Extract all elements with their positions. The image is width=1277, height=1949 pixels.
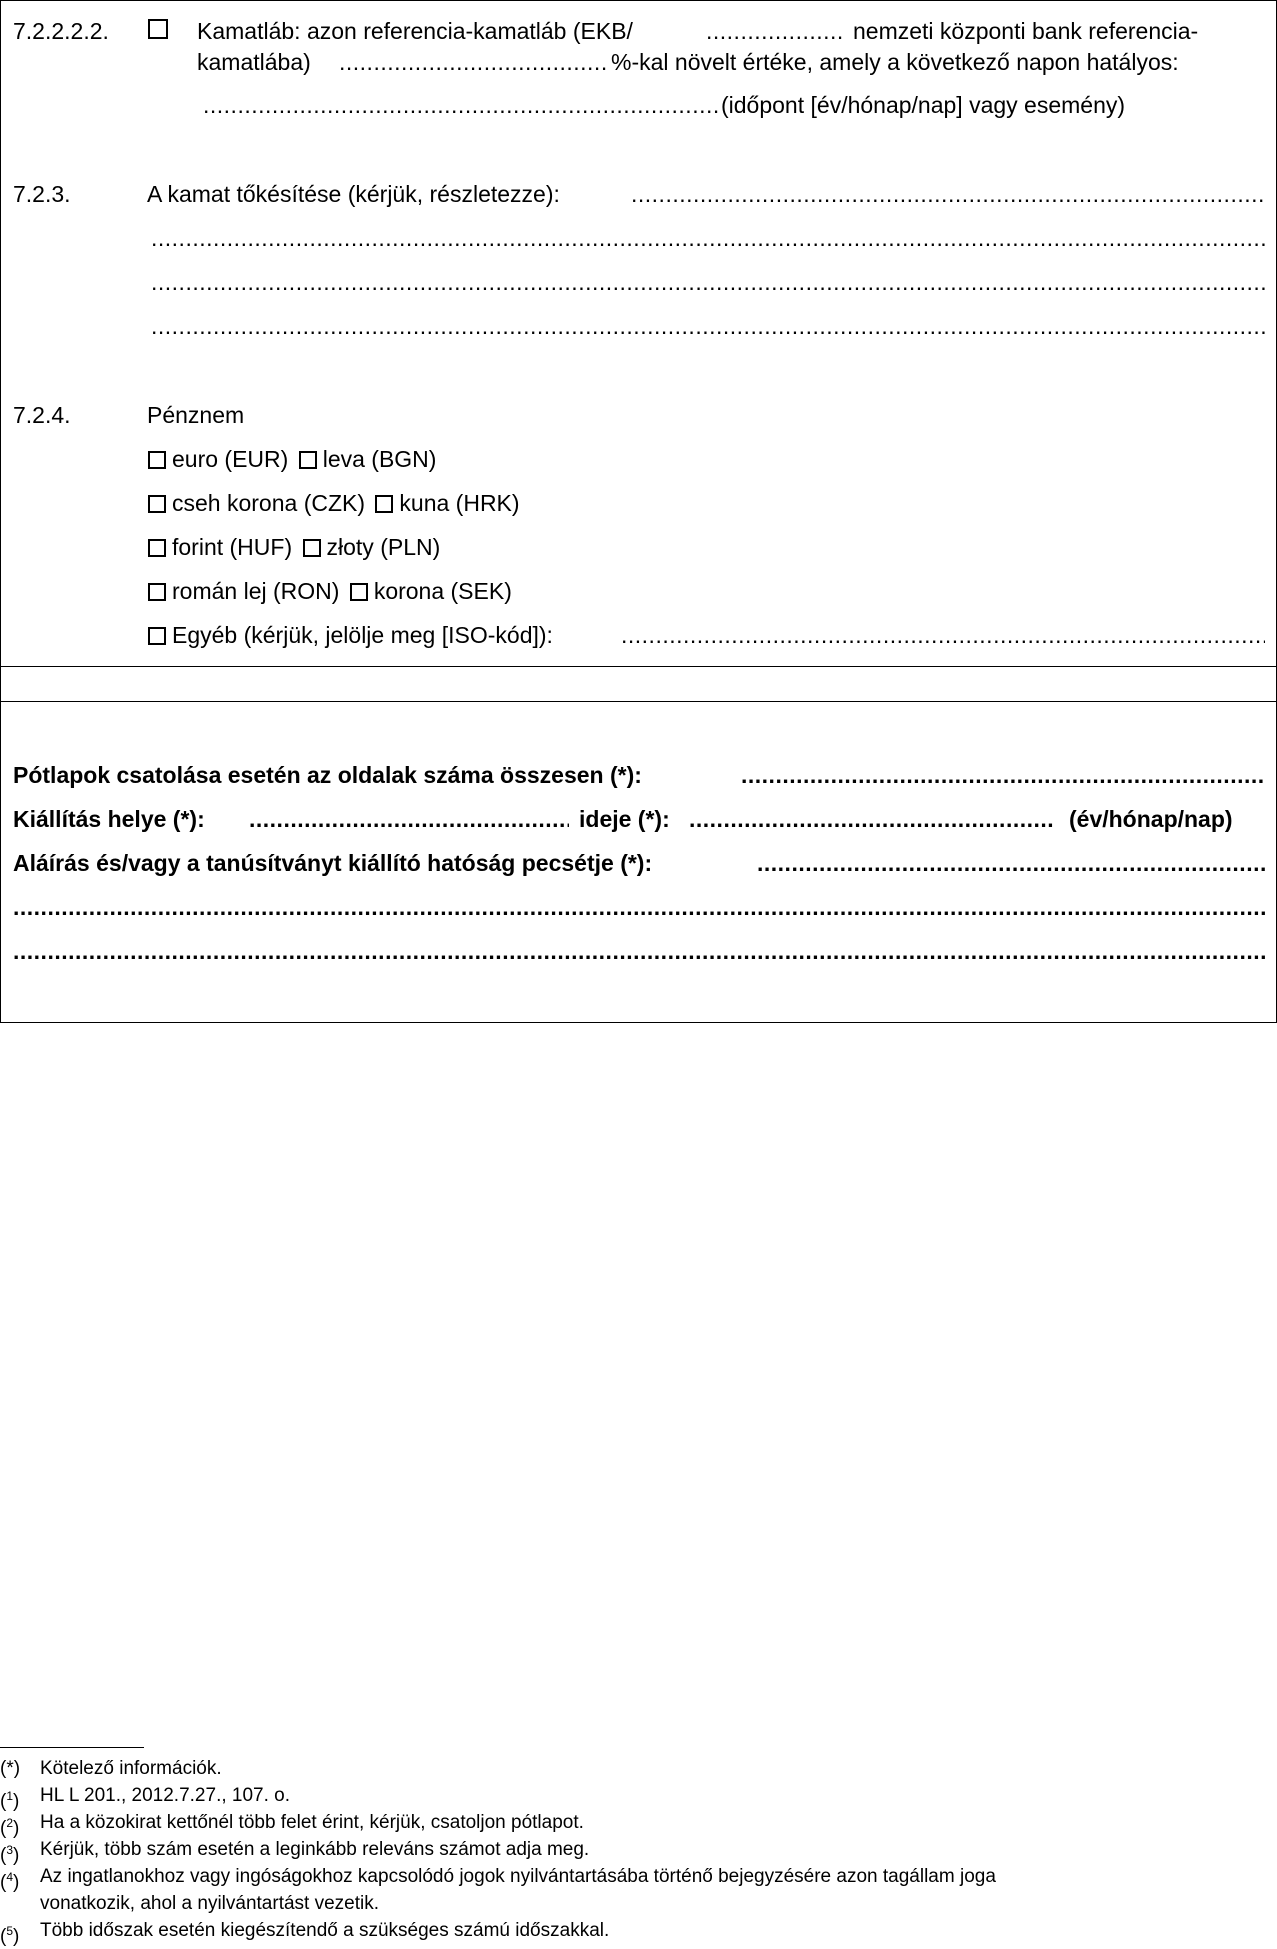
footnote-marker: (*) (0, 1758, 21, 1779)
czk-checkbox[interactable] (148, 495, 166, 513)
footnote-marker: ($^2$) (0, 1816, 20, 1839)
bgn-checkbox[interactable] (299, 451, 317, 469)
footnote-text: Az ingatlanokhoz vagy ingóságokhoz kapcsolódó jogok nyilvántartásába történő bejegyzésére azon tagállam joga (40, 1866, 996, 1887)
footnote-paren: ( (0, 1791, 7, 1812)
date-format-label: (év/hónap/nap) (1069, 806, 1233, 832)
footnote-paren: ( (0, 1845, 7, 1866)
other-currency-checkbox[interactable] (148, 627, 166, 645)
currency-row-3 (148, 533, 440, 561)
footnote-text: Több időszak esetén kiegészítendő a szükséges számú időszakkal. (40, 1920, 610, 1941)
capitalisation-field-1[interactable] (631, 180, 1265, 208)
place-field[interactable] (249, 805, 569, 833)
footnote-marker: ($^1$) (0, 1789, 20, 1812)
capitalisation-field-2[interactable] (151, 224, 1265, 252)
signature-field-1[interactable] (757, 849, 1265, 877)
bgn-label: leva (BGN) (322, 446, 437, 472)
signature-field-2[interactable] (13, 893, 1265, 921)
reference-rate-text-3: kamatlába) (197, 49, 311, 75)
footnote-paren: ( (0, 1872, 7, 1893)
section-number-7-2-2-2-2: 7.2.2.2.2. (13, 18, 109, 44)
footnote-number: 2 (6, 1816, 14, 1830)
eur-checkbox[interactable] (148, 451, 166, 469)
currency-row-4 (148, 577, 512, 605)
currency-row-1 (148, 445, 436, 473)
footnote-text: Kérjük, több szám esetén a leginkább releváns számot adja meg. (40, 1839, 590, 1860)
signature-section (1, 702, 1276, 1022)
signature-label: Aláírás és/vagy a tanúsítványt kiállító hatóság pecsétje (*): (13, 850, 653, 876)
footnote-number: 1 (6, 1789, 14, 1803)
footnote-number: 4 (6, 1870, 14, 1884)
capitalisation-field-3[interactable] (151, 268, 1265, 296)
capitalisation-field-4[interactable] (151, 312, 1265, 340)
sek-checkbox[interactable] (350, 583, 368, 601)
signature-field-3[interactable] (13, 937, 1265, 965)
huf-checkbox[interactable] (148, 539, 166, 557)
interest-section (1, 1, 1276, 666)
central-bank-field[interactable] (706, 17, 842, 45)
section-divider (1, 666, 1276, 702)
place-label: Kiállítás helye (*): (13, 806, 205, 832)
hrk-checkbox[interactable] (375, 495, 393, 513)
capitalisation-label: A kamat tőkésítése (kérjük, részletezze): (147, 181, 560, 207)
reference-rate-text: Kamatláb: azon referencia-kamatláb (EKB/ (197, 18, 633, 44)
date-field[interactable] (689, 805, 1055, 833)
eur-label: euro (EUR) (172, 446, 289, 472)
footnote-text: HL L 201., 2012.7.27., 107. o. (40, 1785, 291, 1806)
footnote-text: vonatkozik, ahol a nyilvántartást vezetik. (40, 1893, 380, 1914)
footnote-number: 5 (6, 1924, 14, 1938)
iso-code-field[interactable] (621, 621, 1265, 649)
footnote-paren: ( (0, 1926, 7, 1947)
reference-rate-text-2: nemzeti központi bank referencia- (853, 18, 1199, 44)
footnote-marker: ($^3$) (0, 1843, 20, 1866)
hrk-label: kuna (HRK) (399, 490, 520, 516)
footnote-text: Ha a közokirat kettőnél több felet érint, kérjük, csatoljon pótlapot. (40, 1812, 584, 1833)
section-number-7-2-3: 7.2.3. (13, 181, 71, 207)
other-currency-label: Egyéb (kérjük, jelölje meg [ISO-kód]): (172, 622, 553, 648)
czk-label: cseh korona (CZK) (172, 490, 366, 516)
date-label: ideje (*): (579, 806, 670, 832)
currency-label: Pénznem (147, 402, 245, 428)
ron-label: román lej (RON) (172, 578, 340, 604)
pln-checkbox[interactable] (303, 539, 321, 557)
currency-row-5 (148, 621, 553, 649)
footnote-text: Kötelező információk. (40, 1758, 222, 1779)
footnote-number: 3 (6, 1843, 14, 1857)
reference-rate-checkbox[interactable] (148, 19, 168, 39)
pln-label: złoty (PLN) (326, 534, 441, 560)
ron-checkbox[interactable] (148, 583, 166, 601)
currency-row-2 (148, 489, 520, 517)
reference-rate-text-4: %-kal növelt értéke, amely a következő napon hatályos: (611, 49, 1179, 75)
footnote-separator (0, 1747, 144, 1748)
section-number-7-2-4: 7.2.4. (13, 402, 71, 428)
effective-date-field[interactable] (203, 91, 719, 119)
sek-label: korona (SEK) (373, 578, 512, 604)
supplementary-pages-field[interactable] (741, 761, 1265, 789)
footnote-paren: ( (0, 1818, 7, 1839)
effective-date-text: (időpont [év/hónap/nap] vagy esemény) (721, 92, 1126, 118)
rate-increase-field[interactable] (339, 48, 607, 76)
footnote-marker: ($^5$) (0, 1924, 20, 1947)
huf-label: forint (HUF) (172, 534, 293, 560)
footnote-marker: ($^4$) (0, 1870, 20, 1893)
supplementary-pages-label: Pótlapok csatolása esetén az oldalak száma összesen (*): (13, 762, 642, 788)
